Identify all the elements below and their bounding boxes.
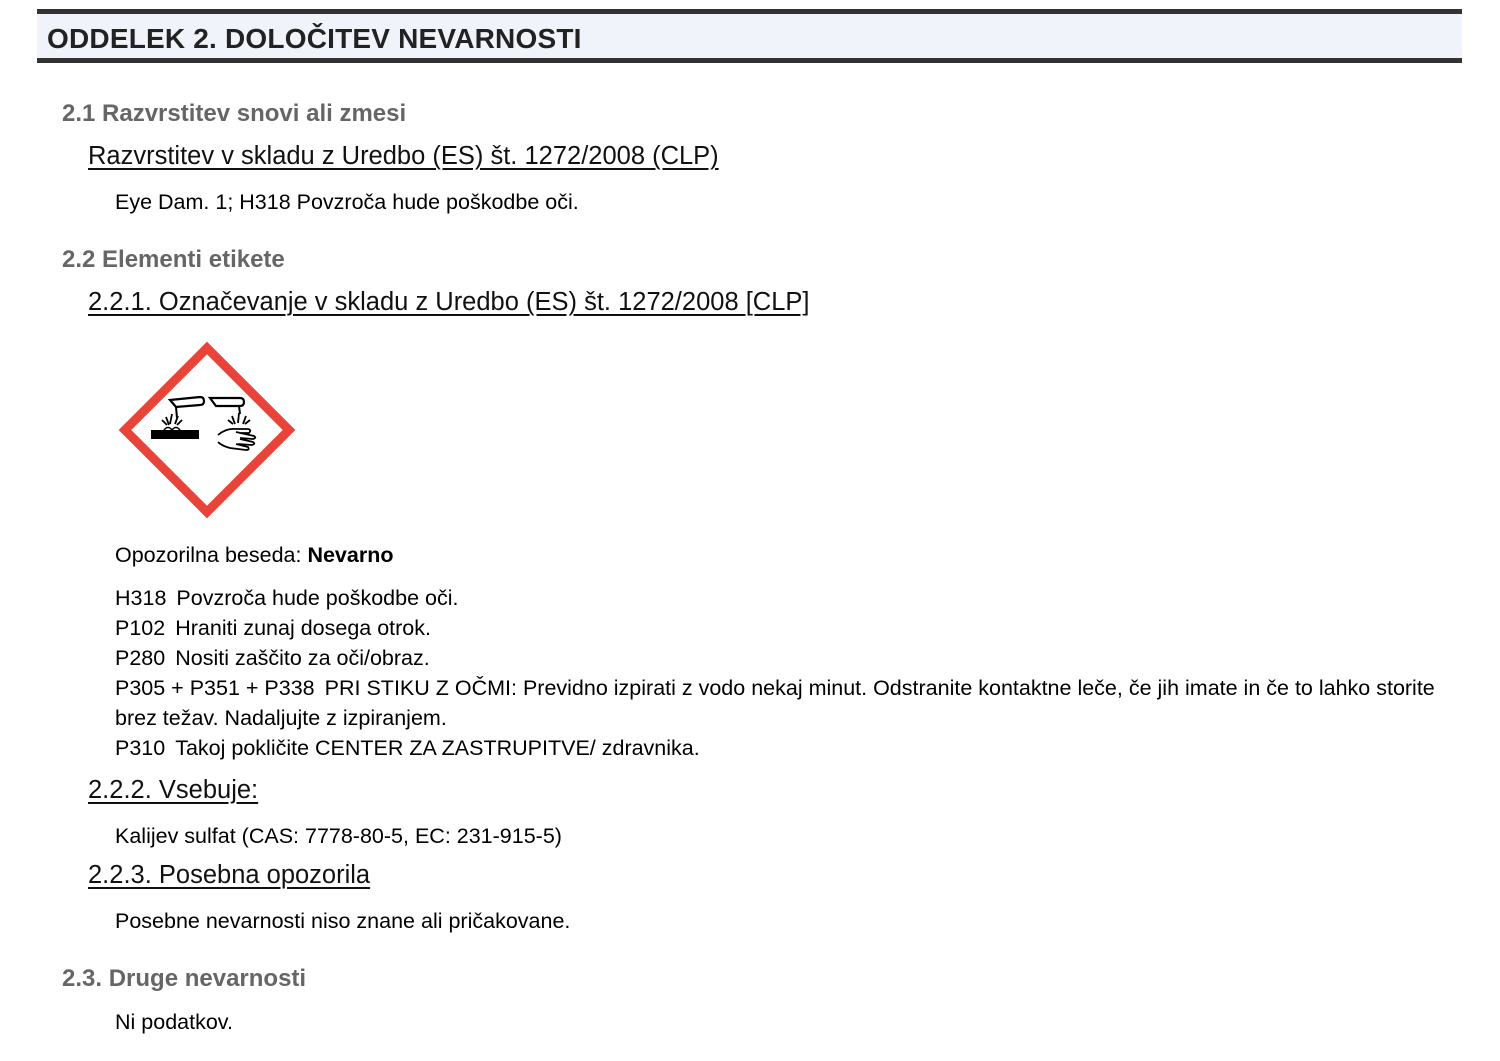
labelling-heading: 2.2.1. Označevanje v skladu z Uredbo (ES) št. 1272/2008 [CLP] <box>88 288 810 316</box>
subsection-heading-2-1: 2.1 Razvrstitev snovi ali zmesi <box>62 100 407 127</box>
hazard-precautionary-statements <box>115 583 1455 763</box>
statement-p310 <box>115 733 1455 763</box>
statement-code: P102 <box>115 616 166 640</box>
statement-code: P310 <box>115 736 166 760</box>
statement-code: P280 <box>115 646 166 670</box>
special-warnings-text: Posebne nevarnosti niso znane ali pričakovane. <box>115 909 571 933</box>
section-title: ODDELEK 2. DOLOČITEV NEVARNOSTI <box>47 23 582 54</box>
subsection-heading-2-3: 2.3. Druge nevarnosti <box>62 965 307 992</box>
statement-text: Takoj pokličite CENTER ZA ZASTRUPITVE/ zdravnika. <box>175 736 700 760</box>
statement-h318 <box>115 583 1455 613</box>
classification-heading: Razvrstitev v skladu z Uredbo (ES) št. 1272/2008 (CLP) <box>88 142 719 170</box>
statement-code: P305 + P351 + P338 <box>115 676 315 700</box>
statement-text: PRI STIKU Z OČMI: Previdno izpirati z vodo nekaj minut. Odstranite kontaktne leče, če jih imate in če to lahko storite brez težav. Nadaljujte z izpiranjem. <box>115 676 1435 730</box>
signal-word-label: Opozorilna beseda: <box>115 543 308 567</box>
classification-text: Eye Dam. 1; H318 Povzroča hude poškodbe oči. <box>115 190 579 214</box>
contains-heading: 2.2.2. Vsebuje: <box>88 776 259 804</box>
other-hazards-text: Ni podatkov. <box>115 1010 233 1034</box>
statement-code: H318 <box>115 586 167 610</box>
special-warnings-heading: 2.2.3. Posebna opozorila <box>88 861 371 889</box>
statement-p280 <box>115 643 1455 673</box>
statement-text: Povzroča hude poškodbe oči. <box>176 586 459 610</box>
signal-word: Nevarno <box>307 543 394 567</box>
statement-p305-p351-p338 <box>115 673 1455 733</box>
section-header <box>37 9 1462 63</box>
ghs05-corrosion-icon <box>118 340 298 520</box>
statement-text: Hraniti zunaj dosega otrok. <box>175 616 431 640</box>
statement-text: Nositi zaščito za oči/obraz. <box>175 646 430 670</box>
subsection-heading-2-2: 2.2 Elementi etikete <box>62 246 285 273</box>
signal-word-line <box>115 543 393 568</box>
contains-text: Kalijev sulfat (CAS: 7778-80-5, EC: 231-915-5) <box>115 824 562 848</box>
statement-p102 <box>115 613 1455 643</box>
